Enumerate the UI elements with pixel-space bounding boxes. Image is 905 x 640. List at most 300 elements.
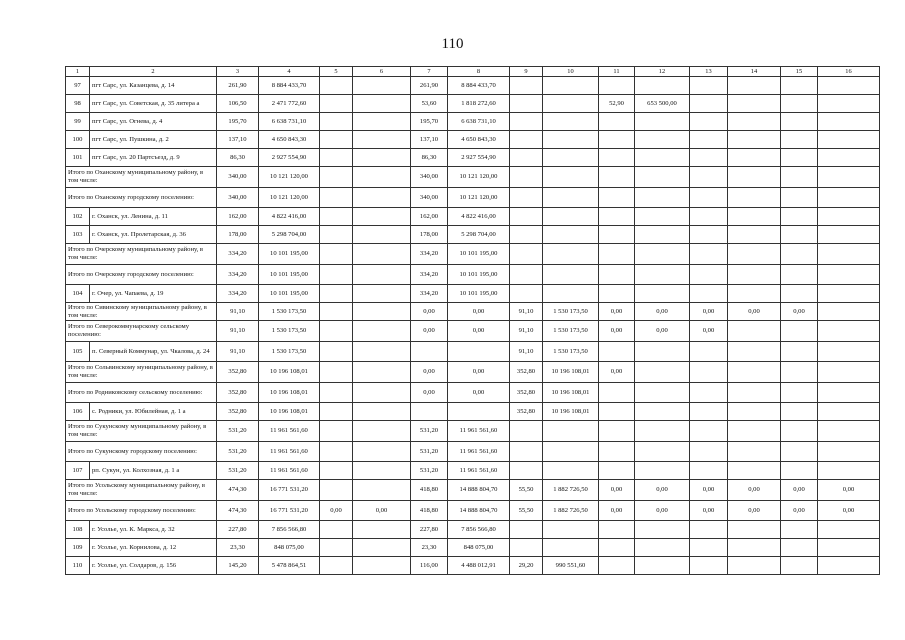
value-cell	[599, 521, 635, 539]
value-cell	[781, 341, 818, 362]
value-cell: 0,00	[728, 303, 781, 321]
value-cell: 7 856 566,80	[448, 521, 510, 539]
value-cell: 0,00	[818, 500, 880, 521]
value-cell: 10 121 120,00	[448, 167, 510, 188]
value-cell: 0,00	[448, 362, 510, 383]
value-cell: 0,00	[635, 500, 690, 521]
value-cell	[690, 441, 728, 462]
value-cell	[781, 403, 818, 421]
value-cell: 55,50	[510, 500, 543, 521]
value-cell	[690, 226, 728, 244]
value-cell	[448, 341, 510, 362]
value-cell	[320, 421, 353, 442]
value-cell	[818, 131, 880, 149]
value-cell	[599, 149, 635, 167]
value-cell: 352,80	[217, 403, 259, 421]
value-cell: 6 638 731,10	[259, 113, 320, 131]
value-cell: 227,80	[217, 521, 259, 539]
value-cell: 0,00	[690, 321, 728, 342]
value-cell	[320, 226, 353, 244]
header-cell: 4	[259, 67, 320, 77]
table-row	[66, 462, 880, 480]
value-cell	[599, 187, 635, 208]
row-number: 97	[66, 77, 90, 95]
value-cell: 334,20	[411, 285, 448, 303]
value-cell	[728, 187, 781, 208]
value-cell	[818, 149, 880, 167]
value-cell	[728, 539, 781, 557]
header-cell: 1	[66, 67, 90, 77]
value-cell	[635, 421, 690, 442]
value-cell: 162,00	[411, 208, 448, 226]
value-cell	[690, 285, 728, 303]
value-cell	[818, 244, 880, 265]
row-number: 98	[66, 95, 90, 113]
total-label: Итого по Оханскому муниципальному району, в том числе:	[66, 167, 217, 188]
value-cell: 10 196 108,01	[259, 362, 320, 383]
value-cell: 1 818 272,60	[448, 95, 510, 113]
value-cell	[543, 208, 599, 226]
value-cell: 178,00	[217, 226, 259, 244]
value-cell	[510, 77, 543, 95]
value-cell	[510, 264, 543, 285]
row-number: 103	[66, 226, 90, 244]
row-number: 107	[66, 462, 90, 480]
total-label: Итого по Сивинскому муниципальному району, в том числе:	[66, 303, 217, 321]
value-cell	[599, 441, 635, 462]
value-cell	[781, 362, 818, 383]
address-cell: г. Очер, ул. Чапаева, д. 19	[90, 285, 217, 303]
address-cell: г. Оханск, ул. Пролетарская, д. 36	[90, 226, 217, 244]
total-row	[66, 441, 880, 462]
value-cell	[690, 382, 728, 403]
value-cell: 531,20	[411, 421, 448, 442]
value-cell: 11 961 561,60	[259, 441, 320, 462]
value-cell	[320, 303, 353, 321]
value-cell: 0,00	[781, 303, 818, 321]
header-row	[66, 67, 880, 77]
value-cell	[690, 341, 728, 362]
value-cell: 352,80	[510, 403, 543, 421]
total-label: Итого по Очерскому городскому поселению:	[66, 264, 217, 285]
value-cell	[818, 557, 880, 575]
value-cell	[690, 421, 728, 442]
value-cell: 4 650 843,30	[259, 131, 320, 149]
value-cell: 531,20	[217, 441, 259, 462]
value-cell	[728, 441, 781, 462]
value-cell	[728, 462, 781, 480]
value-cell: 16 771 531,20	[259, 500, 320, 521]
value-cell: 11 961 561,60	[259, 462, 320, 480]
table-row	[66, 113, 880, 131]
value-cell	[635, 264, 690, 285]
value-cell	[781, 187, 818, 208]
value-cell: 334,20	[217, 244, 259, 265]
value-cell	[728, 362, 781, 383]
total-row	[66, 421, 880, 442]
value-cell: 10 121 120,00	[259, 187, 320, 208]
value-cell: 91,10	[510, 321, 543, 342]
value-cell	[728, 149, 781, 167]
value-cell	[543, 167, 599, 188]
total-label: Итого по Сукунскому муниципальному району, в том числе:	[66, 421, 217, 442]
value-cell	[635, 362, 690, 383]
value-cell	[543, 113, 599, 131]
value-cell	[320, 341, 353, 362]
value-cell: 0,00	[728, 500, 781, 521]
value-cell	[728, 77, 781, 95]
value-cell	[320, 285, 353, 303]
value-cell: 178,00	[411, 226, 448, 244]
value-cell	[320, 480, 353, 501]
value-cell	[781, 382, 818, 403]
value-cell	[818, 113, 880, 131]
value-cell: 340,00	[217, 167, 259, 188]
value-cell: 0,00	[599, 480, 635, 501]
value-cell: 352,80	[217, 382, 259, 403]
value-cell	[353, 341, 411, 362]
value-cell	[781, 244, 818, 265]
value-cell	[320, 244, 353, 265]
value-cell	[543, 187, 599, 208]
value-cell: 0,00	[781, 500, 818, 521]
row-number: 104	[66, 285, 90, 303]
value-cell	[411, 403, 448, 421]
value-cell	[353, 521, 411, 539]
value-cell	[781, 441, 818, 462]
value-cell	[543, 539, 599, 557]
value-cell	[728, 521, 781, 539]
value-cell: 0,00	[599, 362, 635, 383]
value-cell	[635, 208, 690, 226]
value-cell: 0,00	[411, 382, 448, 403]
value-cell	[353, 403, 411, 421]
value-cell	[690, 208, 728, 226]
value-cell	[781, 167, 818, 188]
value-cell	[599, 208, 635, 226]
value-cell: 0,00	[353, 500, 411, 521]
value-cell	[781, 557, 818, 575]
value-cell	[353, 149, 411, 167]
value-cell: 91,10	[510, 303, 543, 321]
value-cell	[510, 285, 543, 303]
row-number: 101	[66, 149, 90, 167]
value-cell	[510, 95, 543, 113]
value-cell	[728, 382, 781, 403]
table-row	[66, 539, 880, 557]
address-cell: г. Усолье, ул. К. Маркса, д. 32	[90, 521, 217, 539]
address-cell: п. Северный Коммунар, ул. Чкалова, д. 24	[90, 341, 217, 362]
value-cell	[599, 77, 635, 95]
value-cell	[781, 421, 818, 442]
data-table	[65, 66, 880, 575]
value-cell: 848 075,00	[259, 539, 320, 557]
value-cell	[510, 149, 543, 167]
value-cell: 10 196 108,01	[543, 403, 599, 421]
row-number: 102	[66, 208, 90, 226]
value-cell: 2 471 772,60	[259, 95, 320, 113]
address-cell: рп. Сукун, ул. Колхозная, д. 1 а	[90, 462, 217, 480]
value-cell: 5 478 864,51	[259, 557, 320, 575]
table-row	[66, 285, 880, 303]
value-cell: 334,20	[411, 264, 448, 285]
value-cell	[635, 441, 690, 462]
value-cell: 23,30	[217, 539, 259, 557]
value-cell	[599, 341, 635, 362]
value-cell	[320, 539, 353, 557]
value-cell	[690, 521, 728, 539]
value-cell	[510, 521, 543, 539]
value-cell: 0,00	[599, 303, 635, 321]
header-cell: 10	[543, 67, 599, 77]
address-cell: г. Усолье, ул. Солдаров, д. 156	[90, 557, 217, 575]
value-cell: 0,00	[635, 321, 690, 342]
value-cell: 0,00	[690, 500, 728, 521]
value-cell	[635, 187, 690, 208]
value-cell	[353, 462, 411, 480]
value-cell	[543, 441, 599, 462]
total-row	[66, 244, 880, 265]
header-cell: 11	[599, 67, 635, 77]
header-cell: 16	[818, 67, 880, 77]
value-cell	[635, 462, 690, 480]
value-cell	[818, 441, 880, 462]
value-cell	[635, 77, 690, 95]
value-cell: 10 196 108,01	[543, 362, 599, 383]
value-cell: 11 961 561,60	[448, 462, 510, 480]
value-cell: 10 121 120,00	[448, 187, 510, 208]
value-cell: 1 882 726,50	[543, 480, 599, 501]
value-cell	[728, 321, 781, 342]
total-row	[66, 480, 880, 501]
value-cell	[320, 382, 353, 403]
header-cell: 15	[781, 67, 818, 77]
value-cell: 848 075,00	[448, 539, 510, 557]
value-cell	[353, 421, 411, 442]
value-cell: 352,80	[217, 362, 259, 383]
value-cell: 10 101 195,00	[448, 244, 510, 265]
value-cell	[781, 95, 818, 113]
value-cell: 11 961 561,60	[259, 421, 320, 442]
total-label: Итого по Родниковскому сельскому поселению:	[66, 382, 217, 403]
row-number: 100	[66, 131, 90, 149]
total-label: Итого по Сольвинскому муниципальному району, в том числе:	[66, 362, 217, 383]
value-cell: 29,20	[510, 557, 543, 575]
table-row	[66, 131, 880, 149]
total-label: Итого по Оханскому городскому поселению:	[66, 187, 217, 208]
value-cell	[818, 341, 880, 362]
value-cell: 474,30	[217, 480, 259, 501]
value-cell	[728, 226, 781, 244]
value-cell: 53,60	[411, 95, 448, 113]
value-cell	[728, 167, 781, 188]
value-cell	[599, 264, 635, 285]
value-cell	[599, 539, 635, 557]
value-cell	[543, 421, 599, 442]
value-cell	[543, 244, 599, 265]
table-row	[66, 95, 880, 113]
value-cell: 0,00	[411, 362, 448, 383]
value-cell	[635, 539, 690, 557]
value-cell	[818, 321, 880, 342]
value-cell	[690, 557, 728, 575]
value-cell	[353, 539, 411, 557]
value-cell	[353, 441, 411, 462]
value-cell	[690, 149, 728, 167]
value-cell: 8 884 433,70	[448, 77, 510, 95]
value-cell	[599, 382, 635, 403]
value-cell	[818, 226, 880, 244]
value-cell	[353, 167, 411, 188]
value-cell	[599, 557, 635, 575]
value-cell: 4 822 416,00	[448, 208, 510, 226]
value-cell: 334,20	[217, 264, 259, 285]
value-cell	[320, 321, 353, 342]
value-cell	[818, 264, 880, 285]
value-cell	[353, 480, 411, 501]
value-cell	[320, 362, 353, 383]
value-cell	[320, 403, 353, 421]
value-cell	[728, 95, 781, 113]
value-cell	[635, 113, 690, 131]
value-cell	[635, 557, 690, 575]
value-cell: 531,20	[217, 462, 259, 480]
value-cell	[818, 521, 880, 539]
value-cell: 106,50	[217, 95, 259, 113]
value-cell: 10 196 108,01	[259, 403, 320, 421]
value-cell: 990 551,60	[543, 557, 599, 575]
row-number: 109	[66, 539, 90, 557]
table-row	[66, 557, 880, 575]
value-cell	[818, 167, 880, 188]
value-cell: 340,00	[217, 187, 259, 208]
value-cell	[781, 149, 818, 167]
value-cell: 0,00	[448, 382, 510, 403]
value-cell	[635, 403, 690, 421]
value-cell: 0,00	[411, 321, 448, 342]
value-cell	[690, 77, 728, 95]
value-cell: 0,00	[781, 480, 818, 501]
value-cell: 227,80	[411, 521, 448, 539]
value-cell	[635, 226, 690, 244]
value-cell	[781, 113, 818, 131]
total-row	[66, 167, 880, 188]
value-cell: 55,50	[510, 480, 543, 501]
value-cell	[320, 167, 353, 188]
value-cell	[635, 382, 690, 403]
value-cell	[818, 303, 880, 321]
header-cell: 3	[217, 67, 259, 77]
value-cell: 0,00	[690, 480, 728, 501]
value-cell	[818, 462, 880, 480]
row-number: 105	[66, 341, 90, 362]
header-cell: 13	[690, 67, 728, 77]
table-row	[66, 403, 880, 421]
value-cell: 0,00	[728, 480, 781, 501]
address-cell: пгт Сарс, ул. 20 Партсъезд, д. 9	[90, 149, 217, 167]
value-cell	[781, 131, 818, 149]
value-cell: 0,00	[411, 303, 448, 321]
value-cell	[818, 77, 880, 95]
value-cell: 10 196 108,01	[259, 382, 320, 403]
address-cell: пгт Сарс, ул. Огнева, д. 4	[90, 113, 217, 131]
value-cell	[510, 113, 543, 131]
table-row	[66, 149, 880, 167]
value-cell	[635, 131, 690, 149]
value-cell: 86,30	[411, 149, 448, 167]
value-cell: 0,00	[690, 303, 728, 321]
value-cell	[690, 462, 728, 480]
value-cell: 91,10	[217, 321, 259, 342]
value-cell	[635, 149, 690, 167]
table-row	[66, 341, 880, 362]
value-cell	[635, 285, 690, 303]
value-cell	[690, 95, 728, 113]
value-cell: 1 530 173,50	[259, 341, 320, 362]
value-cell: 8 884 433,70	[259, 77, 320, 95]
table-row	[66, 77, 880, 95]
value-cell	[353, 285, 411, 303]
value-cell: 1 530 173,50	[259, 321, 320, 342]
value-cell	[599, 226, 635, 244]
value-cell: 1 530 173,50	[543, 303, 599, 321]
value-cell: 10 196 108,01	[543, 382, 599, 403]
table-row	[66, 208, 880, 226]
value-cell	[599, 285, 635, 303]
value-cell	[353, 131, 411, 149]
value-cell	[543, 131, 599, 149]
value-cell: 10 121 120,00	[259, 167, 320, 188]
value-cell: 14 888 804,70	[448, 500, 510, 521]
value-cell: 1 530 173,50	[259, 303, 320, 321]
value-cell: 0,00	[635, 303, 690, 321]
value-cell: 91,10	[217, 303, 259, 321]
address-cell: с. Родники, ул. Юбилейная, д. 1 а	[90, 403, 217, 421]
value-cell	[818, 208, 880, 226]
value-cell	[353, 362, 411, 383]
value-cell	[781, 77, 818, 95]
value-cell	[690, 244, 728, 265]
row-number: 110	[66, 557, 90, 575]
value-cell	[728, 131, 781, 149]
value-cell	[635, 341, 690, 362]
value-cell	[818, 362, 880, 383]
value-cell: 1 530 173,50	[543, 321, 599, 342]
value-cell: 418,80	[411, 500, 448, 521]
value-cell: 4 488 012,91	[448, 557, 510, 575]
value-cell	[635, 167, 690, 188]
total-row	[66, 500, 880, 521]
value-cell	[781, 264, 818, 285]
value-cell: 11 961 561,60	[448, 421, 510, 442]
value-cell: 2 927 554,90	[259, 149, 320, 167]
value-cell: 352,80	[510, 382, 543, 403]
value-cell	[543, 285, 599, 303]
value-cell: 4 650 843,30	[448, 131, 510, 149]
value-cell: 2 927 554,90	[448, 149, 510, 167]
value-cell: 5 298 704,00	[448, 226, 510, 244]
value-cell	[728, 341, 781, 362]
value-cell	[781, 539, 818, 557]
value-cell	[728, 285, 781, 303]
value-cell: 4 822 416,00	[259, 208, 320, 226]
value-cell: 0,00	[448, 303, 510, 321]
value-cell	[599, 244, 635, 265]
value-cell	[510, 244, 543, 265]
value-cell	[320, 131, 353, 149]
value-cell	[728, 403, 781, 421]
value-cell	[728, 244, 781, 265]
